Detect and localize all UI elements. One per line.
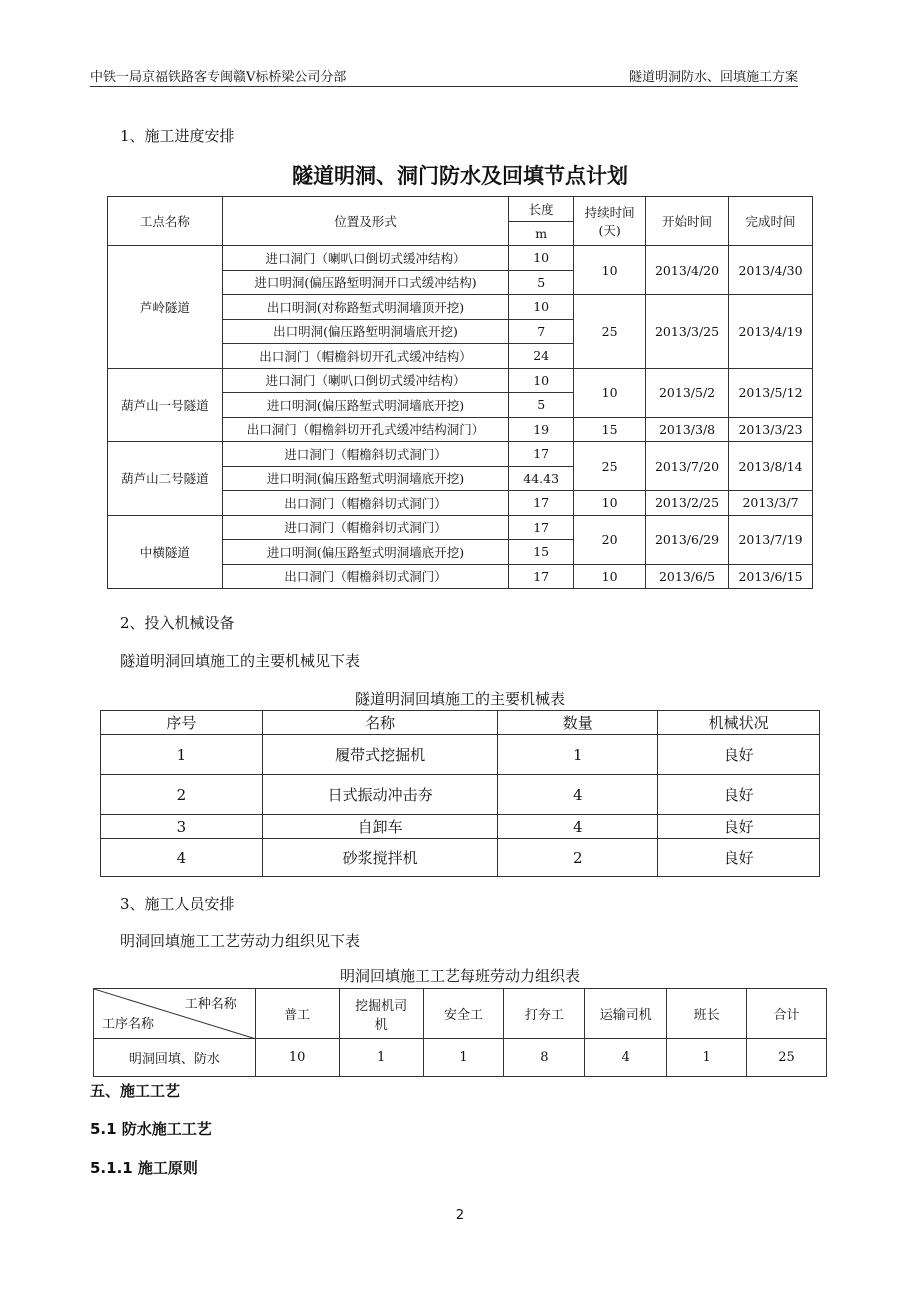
length-cell: 5: [509, 393, 574, 418]
tunnel-name: 葫芦山二号隧道: [108, 442, 223, 516]
header-doc-title: 隧道明洞防水、回填施工方案: [628, 70, 798, 85]
page-number: 2: [455, 1208, 465, 1223]
col-header-position: 位置及形式: [222, 197, 508, 246]
machine-intro: 隧道明洞回填施工的主要机械见下表: [120, 652, 361, 670]
length-cell: 10: [509, 368, 574, 393]
col-header-site: 工点名称: [108, 197, 223, 246]
tunnel-name: 芦岭隧道: [108, 246, 223, 369]
end-cell: 2013/5/12: [729, 368, 813, 417]
table-row: [101, 815, 820, 839]
end-cell: 2013/4/30: [729, 246, 813, 295]
cell: 4: [101, 839, 263, 877]
start-cell: 2013/2/25: [646, 491, 729, 516]
position-cell: 出口洞门（帽檐斜切开孔式缓冲结构）: [222, 344, 508, 369]
cell: 日式振动冲击夯: [262, 775, 498, 815]
labor-intro: 明洞回填施工工艺劳动力组织见下表: [120, 932, 361, 950]
diagonal-header: [94, 989, 256, 1039]
end-cell: 2013/3/7: [729, 491, 813, 516]
col-header-length: 长度: [509, 197, 574, 222]
position-cell: 出口洞门（帽檐斜切式洞门）: [222, 491, 508, 516]
table-row: [101, 839, 820, 877]
col-header: 班长: [667, 989, 747, 1039]
duration-cell: 10: [574, 491, 646, 516]
cell: 10: [255, 1039, 339, 1077]
cell: 1: [498, 735, 658, 775]
start-cell: 2013/6/5: [646, 564, 729, 589]
col-header: 挖掘机司机: [339, 989, 423, 1039]
row-label: 明洞回填、防水: [94, 1039, 256, 1077]
col-header: 机械状况: [658, 711, 820, 735]
labor-table: [93, 988, 827, 1077]
position-cell: 进口洞门（喇叭口倒切式缓冲结构）: [222, 246, 508, 271]
table-row: [101, 735, 820, 775]
position-cell: 进口明洞(偏压路堑式明洞墙底开挖): [222, 393, 508, 418]
col-header-end: 完成时间: [729, 197, 813, 246]
col-header: 运输司机: [585, 989, 667, 1039]
position-cell: 出口明洞(对称路堑式明洞墙顶开挖): [222, 295, 508, 320]
schedule-table: [107, 196, 813, 589]
length-cell: 44.43: [509, 466, 574, 491]
position-cell: 进口明洞(偏压路堑明洞开口式缓冲结构): [222, 270, 508, 295]
table-row: [108, 246, 813, 271]
start-cell: 2013/7/20: [646, 442, 729, 491]
position-cell: 出口明洞(偏压路堑明洞墙底开挖): [222, 319, 508, 344]
cell: 2: [498, 839, 658, 877]
corner-top-label: 工种名称: [184, 997, 237, 1012]
col-header-duration: 持续时间(天): [574, 197, 646, 246]
end-cell: 2013/6/15: [729, 564, 813, 589]
cell: 4: [498, 815, 658, 839]
cell: 3: [101, 815, 263, 839]
cell: 4: [498, 775, 658, 815]
col-header-start: 开始时间: [646, 197, 729, 246]
end-cell: 2013/8/14: [729, 442, 813, 491]
cell: 良好: [658, 775, 820, 815]
cell: 良好: [658, 735, 820, 775]
cell: 8: [504, 1039, 585, 1077]
start-cell: 2013/3/25: [646, 295, 729, 369]
table-row: [94, 1039, 827, 1077]
table-row: [108, 442, 813, 467]
cell: 1: [667, 1039, 747, 1077]
end-cell: 2013/4/19: [729, 295, 813, 369]
heading-5-1: 5.1 防水施工工艺: [90, 1120, 212, 1138]
table-row: [101, 775, 820, 815]
duration-cell: 10: [574, 564, 646, 589]
cell: 良好: [658, 839, 820, 877]
duration-cell: 25: [574, 442, 646, 491]
col-header: 打夯工: [504, 989, 585, 1039]
heading-5-1-1: 5.1.1 施工原则: [90, 1159, 198, 1177]
machine-table-caption: 隧道明洞回填施工的主要机械表: [354, 690, 565, 708]
cell: 25: [747, 1039, 827, 1077]
start-cell: 2013/4/20: [646, 246, 729, 295]
duration-cell: 25: [574, 295, 646, 369]
cell: 4: [585, 1039, 667, 1077]
table-row: [108, 515, 813, 540]
duration-cell: 15: [574, 417, 646, 442]
section-2-heading: 2、投入机械设备: [120, 614, 235, 632]
col-header: 合计: [747, 989, 827, 1039]
cell: 履带式挖掘机: [262, 735, 498, 775]
start-cell: 2013/3/8: [646, 417, 729, 442]
duration-cell: 20: [574, 515, 646, 564]
section-1-heading: 1、施工进度安排: [120, 127, 235, 145]
header-company: 中铁一局京福铁路客专闽赣Ⅴ标桥梁公司分部: [90, 70, 347, 85]
length-cell: 10: [509, 295, 574, 320]
tunnel-name: 葫芦山一号隧道: [108, 368, 223, 442]
end-cell: 2013/3/23: [729, 417, 813, 442]
labor-table-caption: 明洞回填施工工艺每班劳动力组织表: [339, 967, 580, 985]
start-cell: 2013/6/29: [646, 515, 729, 564]
end-cell: 2013/7/19: [729, 515, 813, 564]
corner-bottom-label: 工序名称: [102, 1017, 155, 1032]
position-cell: 进口明洞(偏压路堑式明洞墙底开挖): [222, 540, 508, 565]
start-cell: 2013/5/2: [646, 368, 729, 417]
position-cell: 出口洞门（帽檐斜切开孔式缓冲结构洞门）: [222, 417, 508, 442]
col-header: 名称: [262, 711, 498, 735]
cell: 1: [423, 1039, 504, 1077]
position-cell: 进口明洞(偏压路堑式明洞墙底开挖): [222, 466, 508, 491]
col-header-length-unit: m: [509, 221, 574, 246]
length-cell: 10: [509, 246, 574, 271]
position-cell: 进口洞门（帽檐斜切式洞门）: [222, 515, 508, 540]
cell: 砂浆搅拌机: [262, 839, 498, 877]
length-cell: 17: [509, 442, 574, 467]
length-cell: 7: [509, 319, 574, 344]
col-header: 数量: [498, 711, 658, 735]
machine-table: [100, 710, 820, 877]
duration-cell: 10: [574, 368, 646, 417]
cell: 自卸车: [262, 815, 498, 839]
schedule-title: 隧道明洞、洞门防水及回填节点计划: [292, 164, 628, 188]
col-header: 安全工: [423, 989, 504, 1039]
position-cell: 出口洞门（帽檐斜切式洞门）: [222, 564, 508, 589]
length-cell: 17: [509, 515, 574, 540]
cell: 良好: [658, 815, 820, 839]
page-header: [90, 64, 798, 87]
cell: 1: [101, 735, 263, 775]
duration-cell: 10: [574, 246, 646, 295]
col-header: 序号: [101, 711, 263, 735]
cell: 2: [101, 775, 263, 815]
length-cell: 17: [509, 491, 574, 516]
length-cell: 24: [509, 344, 574, 369]
length-cell: 15: [509, 540, 574, 565]
tunnel-name: 中横隧道: [108, 515, 223, 589]
position-cell: 进口洞门（帽檐斜切式洞门）: [222, 442, 508, 467]
length-cell: 17: [509, 564, 574, 589]
length-cell: 19: [509, 417, 574, 442]
table-row: [108, 368, 813, 393]
col-header: 普工: [255, 989, 339, 1039]
section-3-heading: 3、施工人员安排: [120, 895, 235, 913]
length-cell: 5: [509, 270, 574, 295]
heading-5: 五、施工工艺: [90, 1082, 181, 1100]
cell: 1: [339, 1039, 423, 1077]
position-cell: 进口洞门（喇叭口倒切式缓冲结构）: [222, 368, 508, 393]
